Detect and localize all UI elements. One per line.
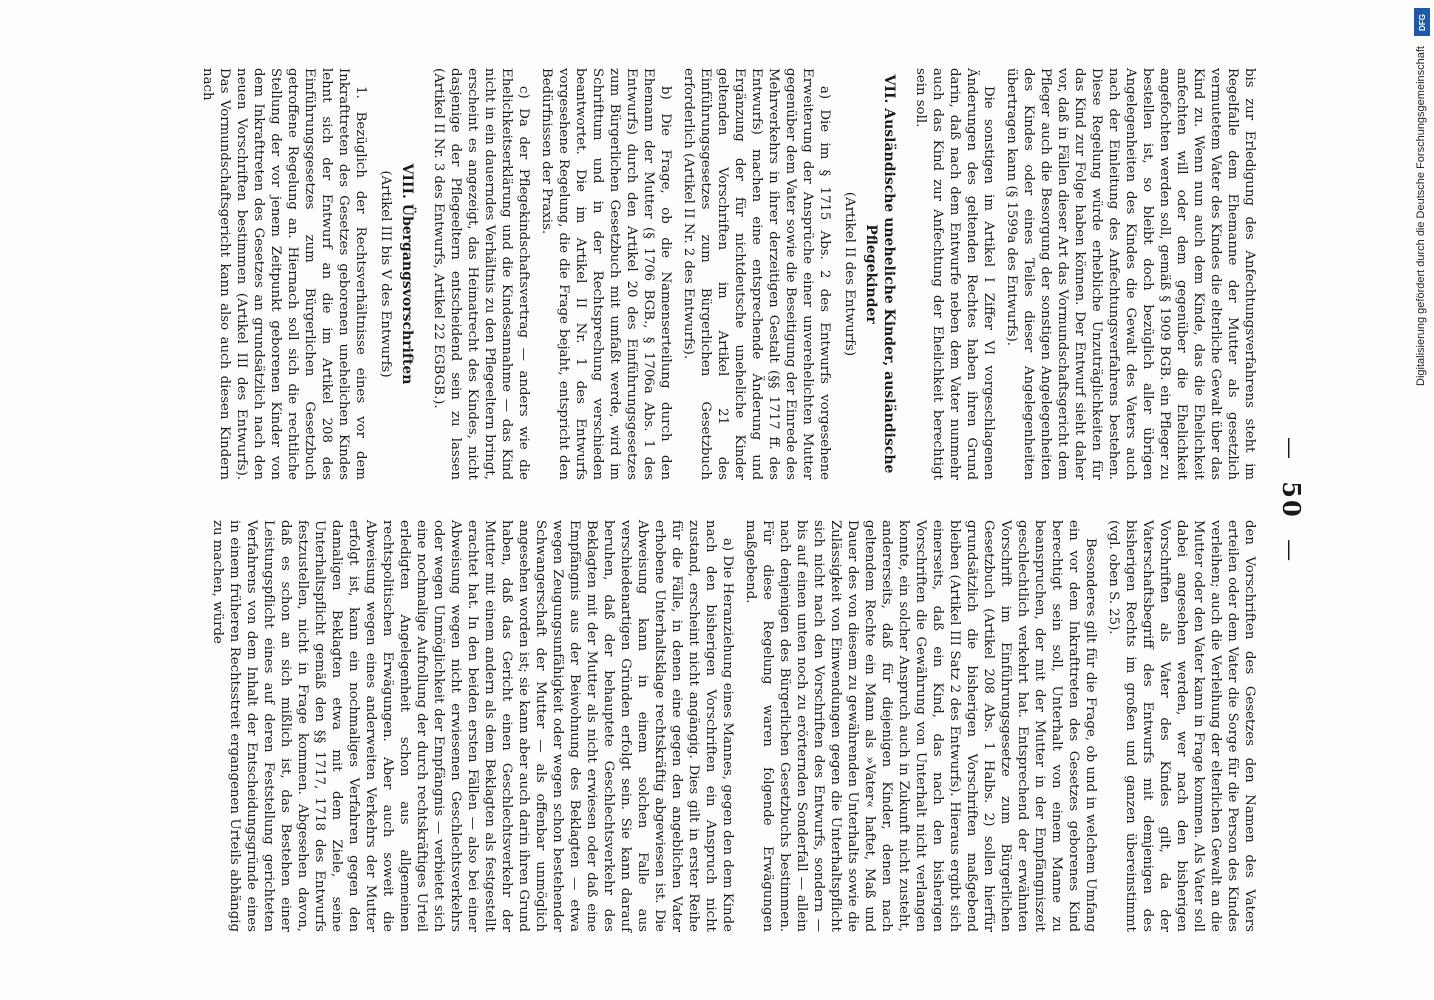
paragraph: Besonderes gilt für die Frage, ob und in welchem Umfang ein vor dem Inkrafttreten des Gesetzes geborenes Kind berechtigt sein soll, Unterhalt von einem Manne zu beanspruchen, der mit der Mutter in der Empfängniszeit geschlechtlich verkehrt hat. Entsprechend der erwähnten Vorschrift im Einführungsgesetze zum Bürgerlichen Gesetzbuch (Artikel 208 Abs. 1 Halbs. 2) sollen hierfür grundsätzlich die bisherigen Vorschriften maßgebend bleiben (Artikel III Satz 2 des Entwurfs). Hieraus ergibt sich einerseits, daß ein Kind, das nach den bisherigen Vorschriften die Gewährung von Unterhalt nicht verlangen konnte, ein solcher Anspruch auch in Zukunft nicht zusteht, andererseits, daß für diejenigen Kinder, denen nach geltendem Rechte ein Mann als »Vater« haftet, Maß und Dauer des von diesem zu gewährenden Unterhalts sowie die Zulässigkeit von Einwendungen gegen die Unterhaltspflicht sich nicht nach den Vorschriften des Entwurfs, sondern — bis auf einen unten noch zu erörternden Sonderfall — allein nach denjenigen des Bürgerlichen Gesetzbuchs bestimmen. Für diese Regelung waren folgende Erwägungen maßgebend. <box>743 520 1098 932</box>
paragraph: 1. Bezüglich der Rechtsverhältnisse eines vor dem Inkrafttreten des Gesetzes geborenen unehelichen Kindes lehnt sich der Entwurf an die im Artikel 208 des Einführungsgesetzes zum Bürgerlichen Gesetzbuch getroffene Regelung an. Hiernach soll sich die rechtliche Stellung der vor jenem Zeitpunkt geborenen Kinder von dem Inkrafttreten des Gesetzes an grundsätzlich nach den neuen Vorschriften bestimmen (Artikel III des Entwurfs). Das Vormundschaftsgericht kann also auch diesen Kindern nach <box>200 68 368 480</box>
page-number: 50 <box>1277 481 1306 519</box>
paragraph: a) Die im § 1715 Abs. 2 des Entwurfs vorgesehene Erweiterung der Ansprüche einer unverehelichten Mutter gegenüber dem Vater sowie die Beseitigung der Einrede des Mehrverkehrs in ihrer derzeitigen Gestalt (§§ 1717 ff. des Entwurfs) machen eine entsprechende Änderung und Ergänzung der für nichtdeutsche uneheliche Kinder geltenden Vorschriften im Artikel 21 des Einführungsgesetzes zum Bürgerlichen Gesetzbuch erforderlich (Artikel II Nr. 2 des Entwurfs). <box>681 68 832 480</box>
dfg-logo <box>1414 8 1430 36</box>
paragraph: den Vorschriften des Gesetzes den Namen des Vaters erteilen oder dem Vater die Sorge für die Person des Kindes verleihen; auch die Verleihung der elterlichen Gewalt an die Mutter oder den Vater kann in Frage kommen. Als Vater soll dabei angesehen werden, wer nach den bisherigen Vorschriften als Vater des Kindes gilt, da der Vaterschaftsbegriff des Entwurfs mit demjenigen des bisherigen Rechts im großen und ganzen übereinstimmt (vgl. oben S. 25). <box>1106 520 1257 932</box>
right-text-column <box>74 520 1258 932</box>
section-subheading-vii: (Artikel II des Entwurfs) <box>842 191 857 357</box>
section-heading-viii: VIII. Übergangsvorschriften <box>399 163 415 385</box>
section-heading-vii: VII. Ausländische uneheliche Kinder, ausländische Pflegekinder <box>863 74 897 474</box>
dfg-logo-text: DFG <box>1417 13 1427 31</box>
paragraph: c) Da der Pflegekindschaftsvertrag — anders wie die Ehelichkeitserklärung und die Kindesannahme — das Kind nicht in ein dauerndes Verhältnis zu den Pflegeeltern bringt, erscheint es angezeigt, das Heimatrecht des Kindes, nicht dasjenige der Pflegeeltern entscheidend sein zu lassen (Artikel II Nr. 3 des Entwurfs, Artikel 22 EGBGB.). <box>431 68 531 480</box>
paragraph: bis zur Erledigung des Anfechtungsverfahrens steht im Regelfalle dem Ehemanne der Mutter als gesetzlich vermutetem Vater des Kindes die elterliche Gewalt über das Kind zu. Wenn nun auch dem Kinde, das die Ehelichkeit anfechten will oder dem gegenüber die Ehelichkeit angefochten werden soll, gemäß § 1909 BGB. ein Pfleger zu bestellen ist, so bleibt doch bezüglich aller übrigen Angelegenheiten des Kindes die Gewalt des Vaters auch nach der Einleitung des Anfechtungsverfahrens bestehen. Diese Regelung würde erhebliche Unzuträglichkeiten für das Kind zur Folge haben können. Der Entwurf sieht daher vor, daß in Fällen dieser Art das Vormundschaftsgericht dem Pfleger auch die Besorgung der sonstigen Angelegenheiten des Kindes oder eines Teiles dieser Angelegenheiten übertragen kann (§ 1599a des Entwurfs). <box>1004 68 1257 480</box>
page-number-header <box>1266 60 1306 940</box>
left-text-column <box>74 68 1258 480</box>
header-dash-left: — <box>1277 436 1302 461</box>
header-dash-right: — <box>1277 539 1302 564</box>
section-subheading-viii: (Artikel III bis V des Entwurfs) <box>378 170 393 378</box>
digitization-credit <box>1410 6 1432 426</box>
paragraph: Die sonstigen im Artikel I Ziffer VI vorgeschlagenen Änderungen des geltenden Rechtes haben ihren Grund darin, daß nach dem Entwurfe neben dem Vater nunmehr auch das Kind zur Anfechtung der Ehelichkeit berechtigt sein soll. <box>913 68 996 480</box>
paragraph: b) Die Frage, ob die Namenserteilung durch den Ehemann der Mutter (§ 1706 BGB., § 1706a Abs. 1 des Entwurfs) durch den Artikel 20 des Einführungsgesetzes zum Bürgerlichen Gesetzbuch mit umfaßt werde, wird im Schrifttum und in der Rechtsprechung verschieden beantwortet. Die im Artikel II Nr. 1 des Entwurfs vorgesehene Regelung, die die Frage bejaht, entspricht den Bedürfnissen der Praxis. <box>539 68 673 480</box>
rotated-page-content <box>66 60 1306 940</box>
credit-text: Digitalisierung gefördert durch die Deutsche Forschungsgemeinschaft <box>1415 46 1427 386</box>
paragraph: a) Die Heranziehung eines Mannes, gegen den dem Kinde nach den bisherigen Vorschriften ein Anspruch nicht zustand, erscheint nicht angängig. Dies gilt in erster Reihe für die Fälle, in denen eine gegen den angeblichen Vater erhobene Unterhaltsklage rechtskräftig abgewiesen ist. Die Abweisung kann in einem solchen Falle aus verschiedenartigen Gründen erfolgt sein. Sie kann darauf beruhen, daß der behauptete Geschlechtsverkehr des Beklagten mit der Mutter als nicht erwiesen oder daß eine Empfängnis aus der Beiwohnung des Beklagten — etwa wegen Zeugungsunfähigkeit oder wegen schon bestehender Schwangerschaft der Mutter — als offenbar unmöglich angesehen worden ist; sie kann aber auch darin ihren Grund haben, daß das Gericht einen Geschlechtsverkehr der Mutter mit einem andern als dem Beklagten als festgestellt erachtet hat. In den beiden ersten Fällen — also bei einer Abweisung wegen nicht erwiesenen Geschlechtsverkehrs oder wegen Unmöglichkeit der Empfängnis — verbietet sich eine nochmalige Aufrollung der durch rechtskräftiges Urteil erledigten Angelegenheit schon aus allgemeinen rechtspolitischen Erwägungen. Aber auch soweit die Abweisung wegen eines anderweiten Verkehrs der Mutter erfolgt ist, kann ein nochmaliges Verfahren gegen den damaligen Beklagten etwa mit dem Ziele, seine Unterhaltspflicht gemäß den §§ 1717, 1718 des Entwurfs festzustellen, nicht in Frage kommen. Abgesehen davon, daß es schon an sich mißlich ist, das Bestehen einer Leistungspflicht eines auf deren Feststellung gerichteten Verfahrens von dem Inhalt der Entscheidungsgründe eines in einem früheren Rechtsstreit ergangenen Urteils abhängig zu machen, würde <box>210 520 735 932</box>
